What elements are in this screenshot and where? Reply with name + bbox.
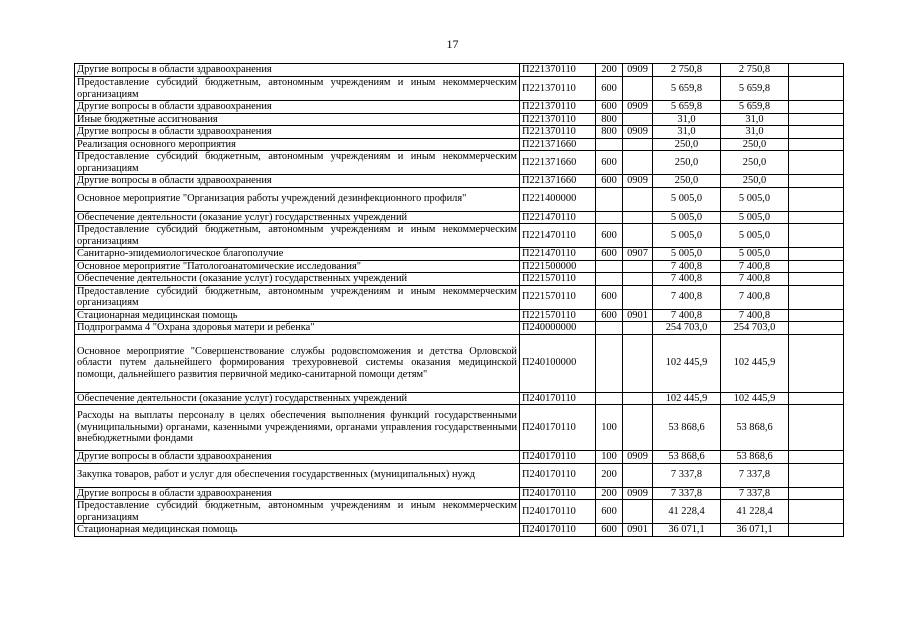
table-row xyxy=(75,334,844,392)
row-expense-type-cell xyxy=(596,322,623,335)
row-name-cell: Предоставление субсидий бюджетным, автономным учреждениям и иным некоммерческим организациям xyxy=(75,500,520,524)
row-amount-3-cell xyxy=(789,334,844,392)
row-amount-1-cell: 7 400,8 xyxy=(653,273,721,286)
row-amount-1-cell: 31,0 xyxy=(653,126,721,139)
row-amount-2-cell: 5 005,0 xyxy=(721,187,789,211)
row-amount-1-cell: 102 445,9 xyxy=(653,392,721,405)
row-section-cell xyxy=(623,77,653,101)
row-code-cell: П221470110 xyxy=(520,248,596,261)
row-name-cell: Расходы на выплаты персоналу в целях обеспечения выполнения функций государственными (муниципальными) органами, казенными учреждениями, органами управления государственными внебюджетными фондами xyxy=(75,405,520,451)
row-code-cell: П221370110 xyxy=(520,101,596,114)
row-section-cell: 0909 xyxy=(623,101,653,114)
row-amount-2-cell: 7 400,8 xyxy=(721,260,789,273)
row-name-cell: Другие вопросы в области здравоохранения xyxy=(75,101,520,114)
row-amount-3-cell xyxy=(789,463,844,487)
row-amount-3-cell xyxy=(789,101,844,114)
row-code-cell: П221371660 xyxy=(520,151,596,175)
row-amount-3-cell xyxy=(789,138,844,151)
table-row xyxy=(75,405,844,451)
row-code-cell: П221570110 xyxy=(520,309,596,322)
row-amount-3-cell xyxy=(789,322,844,335)
row-amount-2-cell: 250,0 xyxy=(721,138,789,151)
row-amount-3-cell xyxy=(789,285,844,309)
row-name-cell: Предоставление субсидий бюджетным, автономным учреждениям и иным некоммерческим организациям xyxy=(75,151,520,175)
row-amount-2-cell: 53 868,6 xyxy=(721,451,789,464)
row-name-cell: Санитарно-эпидемиологическое благополучие xyxy=(75,248,520,261)
row-amount-3-cell xyxy=(789,500,844,524)
row-amount-1-cell: 5 659,8 xyxy=(653,101,721,114)
row-code-cell: П221400000 xyxy=(520,187,596,211)
row-expense-type-cell: 600 xyxy=(596,524,623,537)
row-expense-type-cell: 200 xyxy=(596,487,623,500)
row-name-cell: Стационарная медицинская помощь xyxy=(75,309,520,322)
row-amount-3-cell xyxy=(789,273,844,286)
row-code-cell: П221370110 xyxy=(520,113,596,126)
row-section-cell xyxy=(623,260,653,273)
row-amount-1-cell: 250,0 xyxy=(653,175,721,188)
row-section-cell xyxy=(623,500,653,524)
row-name-cell: Основное мероприятие "Совершенствование службы родовспоможения и детства Орловской области путем дальнейшего формирования трехуровневой системы оказания медицинской помощи, дальнейшего развития первичной медико-санитарной помощи детям" xyxy=(75,334,520,392)
row-amount-2-cell: 7 337,8 xyxy=(721,463,789,487)
row-amount-1-cell: 254 703,0 xyxy=(653,322,721,335)
row-amount-3-cell xyxy=(789,309,844,322)
row-section-cell: 0901 xyxy=(623,309,653,322)
row-section-cell xyxy=(623,187,653,211)
row-amount-2-cell: 5 659,8 xyxy=(721,77,789,101)
row-expense-type-cell: 800 xyxy=(596,126,623,139)
row-amount-2-cell: 7 400,8 xyxy=(721,273,789,286)
row-section-cell: 0909 xyxy=(623,487,653,500)
row-section-cell xyxy=(623,113,653,126)
row-amount-2-cell: 7 337,8 xyxy=(721,487,789,500)
table-row xyxy=(75,77,844,101)
row-name-cell: Предоставление субсидий бюджетным, автономным учреждениям и иным некоммерческим организациям xyxy=(75,285,520,309)
row-code-cell: П240170110 xyxy=(520,500,596,524)
row-code-cell: П240170110 xyxy=(520,405,596,451)
row-expense-type-cell xyxy=(596,138,623,151)
page-number: 17 xyxy=(446,37,459,51)
row-amount-3-cell xyxy=(789,175,844,188)
row-amount-3-cell xyxy=(789,392,844,405)
row-amount-1-cell: 5 005,0 xyxy=(653,224,721,248)
row-code-cell: П240170110 xyxy=(520,487,596,500)
row-expense-type-cell: 600 xyxy=(596,175,623,188)
budget-table-body xyxy=(75,64,844,537)
table-row xyxy=(75,248,844,261)
row-code-cell: П221570110 xyxy=(520,285,596,309)
row-amount-1-cell: 7 400,8 xyxy=(653,285,721,309)
table-row xyxy=(75,138,844,151)
row-expense-type-cell: 600 xyxy=(596,224,623,248)
table-row xyxy=(75,309,844,322)
row-name-cell: Основное мероприятие "Патологоанатомические исследования" xyxy=(75,260,520,273)
table-row xyxy=(75,64,844,77)
table-row xyxy=(75,101,844,114)
row-amount-1-cell: 36 071,1 xyxy=(653,524,721,537)
row-name-cell: Реализация основного мероприятия xyxy=(75,138,520,151)
row-section-cell: 0909 xyxy=(623,64,653,77)
row-section-cell: 0909 xyxy=(623,126,653,139)
row-amount-3-cell xyxy=(789,405,844,451)
row-expense-type-cell: 600 xyxy=(596,248,623,261)
row-section-cell xyxy=(623,211,653,224)
row-section-cell xyxy=(623,392,653,405)
row-amount-2-cell: 254 703,0 xyxy=(721,322,789,335)
row-amount-3-cell xyxy=(789,451,844,464)
row-amount-1-cell: 31,0 xyxy=(653,113,721,126)
row-expense-type-cell: 600 xyxy=(596,500,623,524)
row-amount-2-cell: 36 071,1 xyxy=(721,524,789,537)
row-expense-type-cell: 600 xyxy=(596,151,623,175)
row-amount-2-cell: 5 005,0 xyxy=(721,211,789,224)
row-amount-1-cell: 53 868,6 xyxy=(653,451,721,464)
row-amount-1-cell: 250,0 xyxy=(653,151,721,175)
row-amount-2-cell: 250,0 xyxy=(721,151,789,175)
row-amount-2-cell: 5 005,0 xyxy=(721,224,789,248)
row-code-cell: П221370110 xyxy=(520,126,596,139)
row-section-cell: 0909 xyxy=(623,175,653,188)
table-row xyxy=(75,463,844,487)
row-name-cell: Стационарная медицинская помощь xyxy=(75,524,520,537)
row-name-cell: Обеспечение деятельности (оказание услуг) государственных учреждений xyxy=(75,211,520,224)
row-amount-1-cell: 7 400,8 xyxy=(653,260,721,273)
row-amount-1-cell: 53 868,6 xyxy=(653,405,721,451)
row-code-cell: П221370110 xyxy=(520,64,596,77)
row-amount-3-cell xyxy=(789,126,844,139)
table-row xyxy=(75,113,844,126)
row-section-cell xyxy=(623,151,653,175)
row-name-cell: Подпрограмма 4 "Охрана здоровья матери и ребенка" xyxy=(75,322,520,335)
row-amount-2-cell: 7 400,8 xyxy=(721,309,789,322)
row-expense-type-cell: 200 xyxy=(596,463,623,487)
row-expense-type-cell xyxy=(596,187,623,211)
row-name-cell: Другие вопросы в области здравоохранения xyxy=(75,451,520,464)
row-name-cell: Другие вопросы в области здравоохранения xyxy=(75,487,520,500)
table-row xyxy=(75,273,844,286)
row-name-cell: Другие вопросы в области здравоохранения xyxy=(75,126,520,139)
row-section-cell xyxy=(623,405,653,451)
row-section-cell: 0909 xyxy=(623,451,653,464)
row-amount-2-cell: 102 445,9 xyxy=(721,334,789,392)
row-section-cell xyxy=(623,463,653,487)
row-amount-2-cell: 102 445,9 xyxy=(721,392,789,405)
row-amount-2-cell: 31,0 xyxy=(721,126,789,139)
row-code-cell: П221470110 xyxy=(520,224,596,248)
row-amount-3-cell xyxy=(789,224,844,248)
row-code-cell: П240170110 xyxy=(520,524,596,537)
row-code-cell: П221371660 xyxy=(520,138,596,151)
row-amount-2-cell: 2 750,8 xyxy=(721,64,789,77)
row-amount-1-cell: 2 750,8 xyxy=(653,64,721,77)
table-row xyxy=(75,175,844,188)
row-code-cell: П221370110 xyxy=(520,77,596,101)
row-expense-type-cell xyxy=(596,273,623,286)
row-amount-3-cell xyxy=(789,524,844,537)
row-amount-2-cell: 5 659,8 xyxy=(721,101,789,114)
row-expense-type-cell xyxy=(596,334,623,392)
table-row xyxy=(75,487,844,500)
row-expense-type-cell: 100 xyxy=(596,405,623,451)
table-row xyxy=(75,392,844,405)
row-amount-2-cell: 41 228,4 xyxy=(721,500,789,524)
row-amount-3-cell xyxy=(789,487,844,500)
table-row xyxy=(75,260,844,273)
table-row xyxy=(75,524,844,537)
row-name-cell: Основное мероприятие "Организация работы учреждений дезинфекционного профиля" xyxy=(75,187,520,211)
row-code-cell: П221570110 xyxy=(520,273,596,286)
row-code-cell: П240000000 xyxy=(520,322,596,335)
row-expense-type-cell: 600 xyxy=(596,101,623,114)
row-section-cell xyxy=(623,334,653,392)
row-section-cell xyxy=(623,322,653,335)
budget-table xyxy=(74,63,844,537)
row-expense-type-cell: 600 xyxy=(596,77,623,101)
row-code-cell: П221500000 xyxy=(520,260,596,273)
row-expense-type-cell: 600 xyxy=(596,285,623,309)
row-name-cell: Предоставление субсидий бюджетным, автономным учреждениям и иным некоммерческим организациям xyxy=(75,224,520,248)
row-expense-type-cell: 200 xyxy=(596,64,623,77)
row-name-cell: Обеспечение деятельности (оказание услуг) государственных учреждений xyxy=(75,392,520,405)
row-expense-type-cell: 600 xyxy=(596,309,623,322)
row-code-cell: П240170110 xyxy=(520,392,596,405)
row-amount-3-cell xyxy=(789,151,844,175)
table-row xyxy=(75,451,844,464)
row-name-cell: Другие вопросы в области здравоохранения xyxy=(75,175,520,188)
row-amount-1-cell: 102 445,9 xyxy=(653,334,721,392)
row-section-cell xyxy=(623,138,653,151)
row-section-cell: 0901 xyxy=(623,524,653,537)
row-amount-3-cell xyxy=(789,211,844,224)
row-amount-3-cell xyxy=(789,248,844,261)
row-code-cell: П240170110 xyxy=(520,463,596,487)
row-amount-2-cell: 31,0 xyxy=(721,113,789,126)
row-expense-type-cell: 800 xyxy=(596,113,623,126)
row-code-cell: П221470110 xyxy=(520,211,596,224)
row-section-cell xyxy=(623,224,653,248)
row-amount-1-cell: 7 337,8 xyxy=(653,463,721,487)
row-amount-3-cell xyxy=(789,64,844,77)
row-name-cell: Иные бюджетные ассигнования xyxy=(75,113,520,126)
row-code-cell: П240100000 xyxy=(520,334,596,392)
row-amount-1-cell: 7 337,8 xyxy=(653,487,721,500)
row-code-cell: П221371660 xyxy=(520,175,596,188)
row-amount-2-cell: 7 400,8 xyxy=(721,285,789,309)
row-name-cell: Другие вопросы в области здравоохранения xyxy=(75,64,520,77)
table-row xyxy=(75,211,844,224)
row-amount-1-cell: 41 228,4 xyxy=(653,500,721,524)
row-amount-2-cell: 250,0 xyxy=(721,175,789,188)
row-amount-3-cell xyxy=(789,260,844,273)
row-amount-1-cell: 5 659,8 xyxy=(653,77,721,101)
row-expense-type-cell xyxy=(596,260,623,273)
row-code-cell: П240170110 xyxy=(520,451,596,464)
row-section-cell xyxy=(623,273,653,286)
row-name-cell: Обеспечение деятельности (оказание услуг) государственных учреждений xyxy=(75,273,520,286)
row-amount-1-cell: 250,0 xyxy=(653,138,721,151)
row-amount-1-cell: 7 400,8 xyxy=(653,309,721,322)
table-row xyxy=(75,500,844,524)
table-row xyxy=(75,126,844,139)
row-amount-2-cell: 53 868,6 xyxy=(721,405,789,451)
row-amount-3-cell xyxy=(789,113,844,126)
row-amount-3-cell xyxy=(789,77,844,101)
row-amount-1-cell: 5 005,0 xyxy=(653,248,721,261)
row-amount-1-cell: 5 005,0 xyxy=(653,187,721,211)
row-amount-1-cell: 5 005,0 xyxy=(653,211,721,224)
table-row xyxy=(75,322,844,335)
row-expense-type-cell xyxy=(596,392,623,405)
row-name-cell: Закупка товаров, работ и услуг для обеспечения государственных (муниципальных) нужд xyxy=(75,463,520,487)
row-amount-2-cell: 5 005,0 xyxy=(721,248,789,261)
table-row xyxy=(75,187,844,211)
row-section-cell xyxy=(623,285,653,309)
table-row xyxy=(75,151,844,175)
row-amount-3-cell xyxy=(789,187,844,211)
row-section-cell: 0907 xyxy=(623,248,653,261)
row-expense-type-cell xyxy=(596,211,623,224)
table-row xyxy=(75,285,844,309)
table-row xyxy=(75,224,844,248)
row-name-cell: Предоставление субсидий бюджетным, автономным учреждениям и иным некоммерческим организациям xyxy=(75,77,520,101)
row-expense-type-cell: 100 xyxy=(596,451,623,464)
